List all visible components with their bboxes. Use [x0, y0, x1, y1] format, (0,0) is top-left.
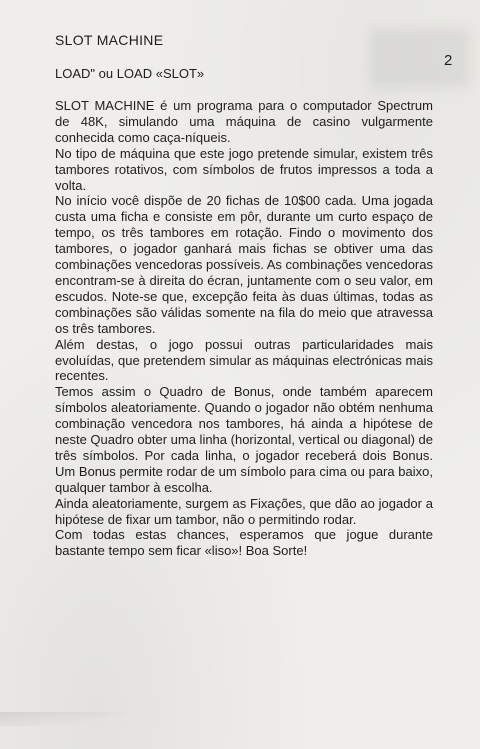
paragraph-fixations: Ainda aleatoriamente, surgem as Fixações, que dão ao jogador a hipótese de fixar um tambor, não o permitindo rodar.: [55, 495, 433, 527]
paragraph-bonus: Temos assim o Quadro de Bonus, onde também aparecem símbolos aleatoriamente. Quando o jogador não obtém nenhuma combinação vencedora nos tambores, há ainda a hipótese de neste Quadro obter uma linha (horizontal, vertical ou diagonal) de três símbolos. Por cada linha, o jogador receberá dois Bonus. Um Bonus permite rodar de um símbolo para cima ou para baixo, qualquer tambor à escolha.: [55, 384, 433, 495]
paragraph-closing: Com todas estas chances, esperamos que jogue durante bastante tempo sem ficar «liso»! Boa Sorte!: [55, 527, 433, 559]
document-title: SLOT MACHINE: [55, 32, 164, 48]
body-text: [55, 98, 433, 559]
paragraph-gameplay: No início você dispõe de 20 fichas de 10$00 cada. Uma jogada custa uma ficha e consiste em pôr, durante um curto espaço de tempo, os três tambores em rotação. Findo o movimento dos tambores, o jogador ganhará mais fichas se obtiver uma das combinações vencedoras possíveis. As combinações vencedoras encontram-se à direita do écran, juntamente com o seu valor, em escudos. Note-se que, excepção feita às duas últimas, todas as combinações são válidas somente na fila do meio que atravessa os três tambores.: [55, 193, 433, 336]
load-instruction: LOAD" ou LOAD «SLOT»: [55, 66, 205, 81]
page-crease-shadow: [0, 712, 130, 726]
paragraph-intro: SLOT MACHINE é um programa para o computador Spectrum de 48K, simulando uma máquina de casino vulgarmente conhecida como caça-níqueis.: [55, 98, 433, 145]
ink-bleed-smudge: [370, 28, 470, 88]
paragraph-features: Além destas, o jogo possui outras particularidades mais evoluídas, que pretendem simular as máquinas electrónicas mais recentes.: [55, 336, 433, 384]
page-number: 2: [444, 52, 453, 69]
paragraph-machine-type: No tipo de máquina que este jogo pretende simular, existem três tambores rotativos, com símbolos de frutos impressos a toda a volta.: [55, 145, 433, 193]
